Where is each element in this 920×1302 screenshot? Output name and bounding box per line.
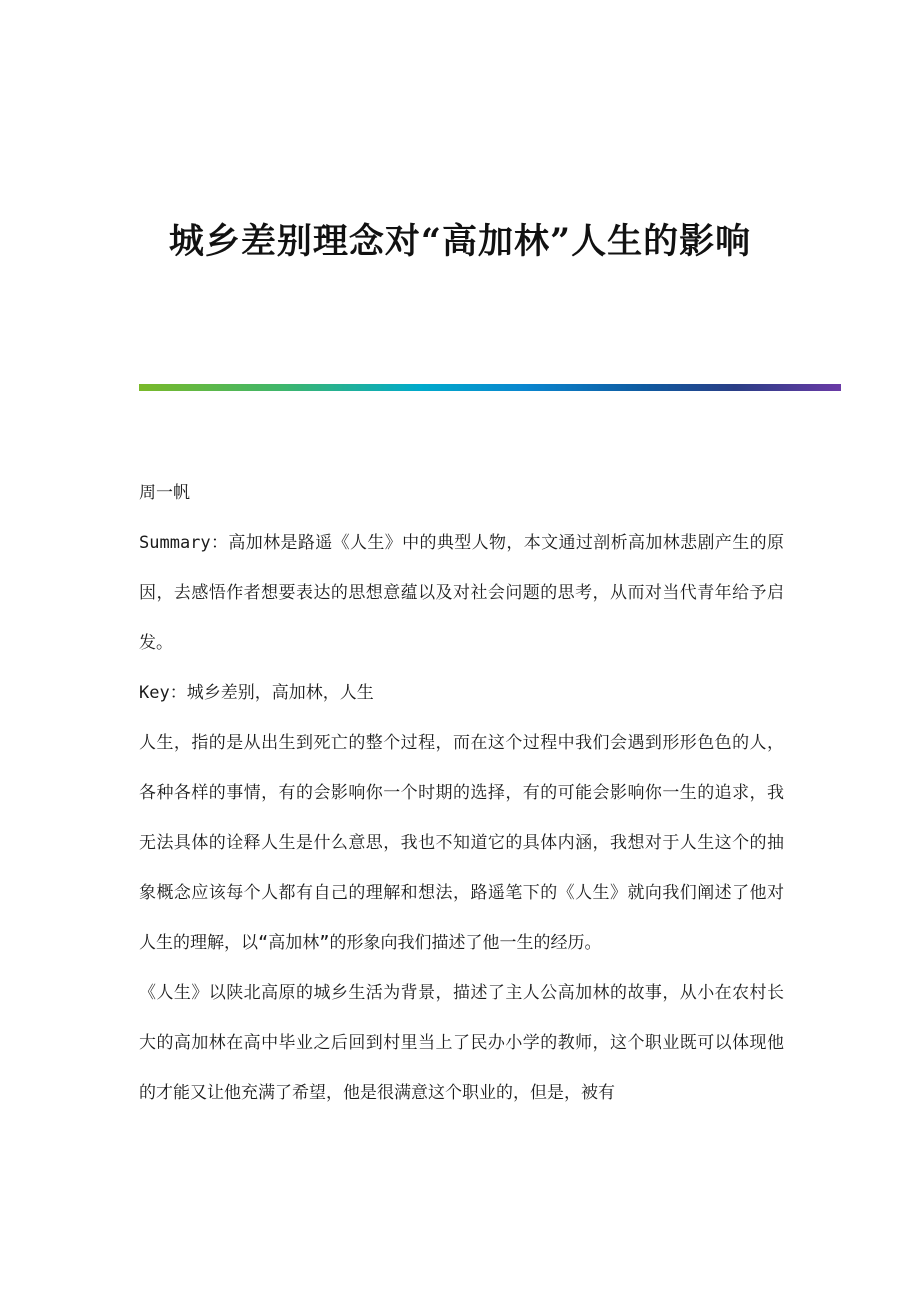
keywords-line: Key：城乡差别，高加林，人生 [139,683,374,703]
body-paragraph-1: 人生，指的是从出生到死亡的整个过程，而在这个过程中我们会遇到形形色色的人，各种各样的事情，有的会影响你一个时期的选择，有的可能会影响你一生的追求，我无法具体的诠释人生是什么意思，我也不知道它的具体内涵，我想对于人生这个的抽象概念应该每个人都有自己的理解和想法，路遥笔下的《人生》就向我们阐述了他对人生的理解，以“高加林”的形象向我们描述了他一生的经历。 [139,733,784,953]
gradient-divider [139,384,841,391]
body-paragraph-2: 《人生》以陕北高原的城乡生活为背景，描述了主人公高加林的故事，从小在农村长大的高加林在高中毕业之后回到村里当上了民办小学的教师，这个职业既可以体现他的才能又让他充满了希望，他是很满意这个职业的，但是，被有 [139,983,784,1103]
author-name: 周一帆 [139,483,190,503]
document-body [139,468,784,1118]
document-title: 城乡差别理念对“高加林”人生的影响 [168,221,752,262]
summary-paragraph: Summary：高加林是路遥《人生》中的典型人物，本文通过剖析高加林悲剧产生的原因，去感悟作者想要表达的思想意蕴以及对社会问题的思考，从而对当代青年给予启发。 [139,533,784,653]
